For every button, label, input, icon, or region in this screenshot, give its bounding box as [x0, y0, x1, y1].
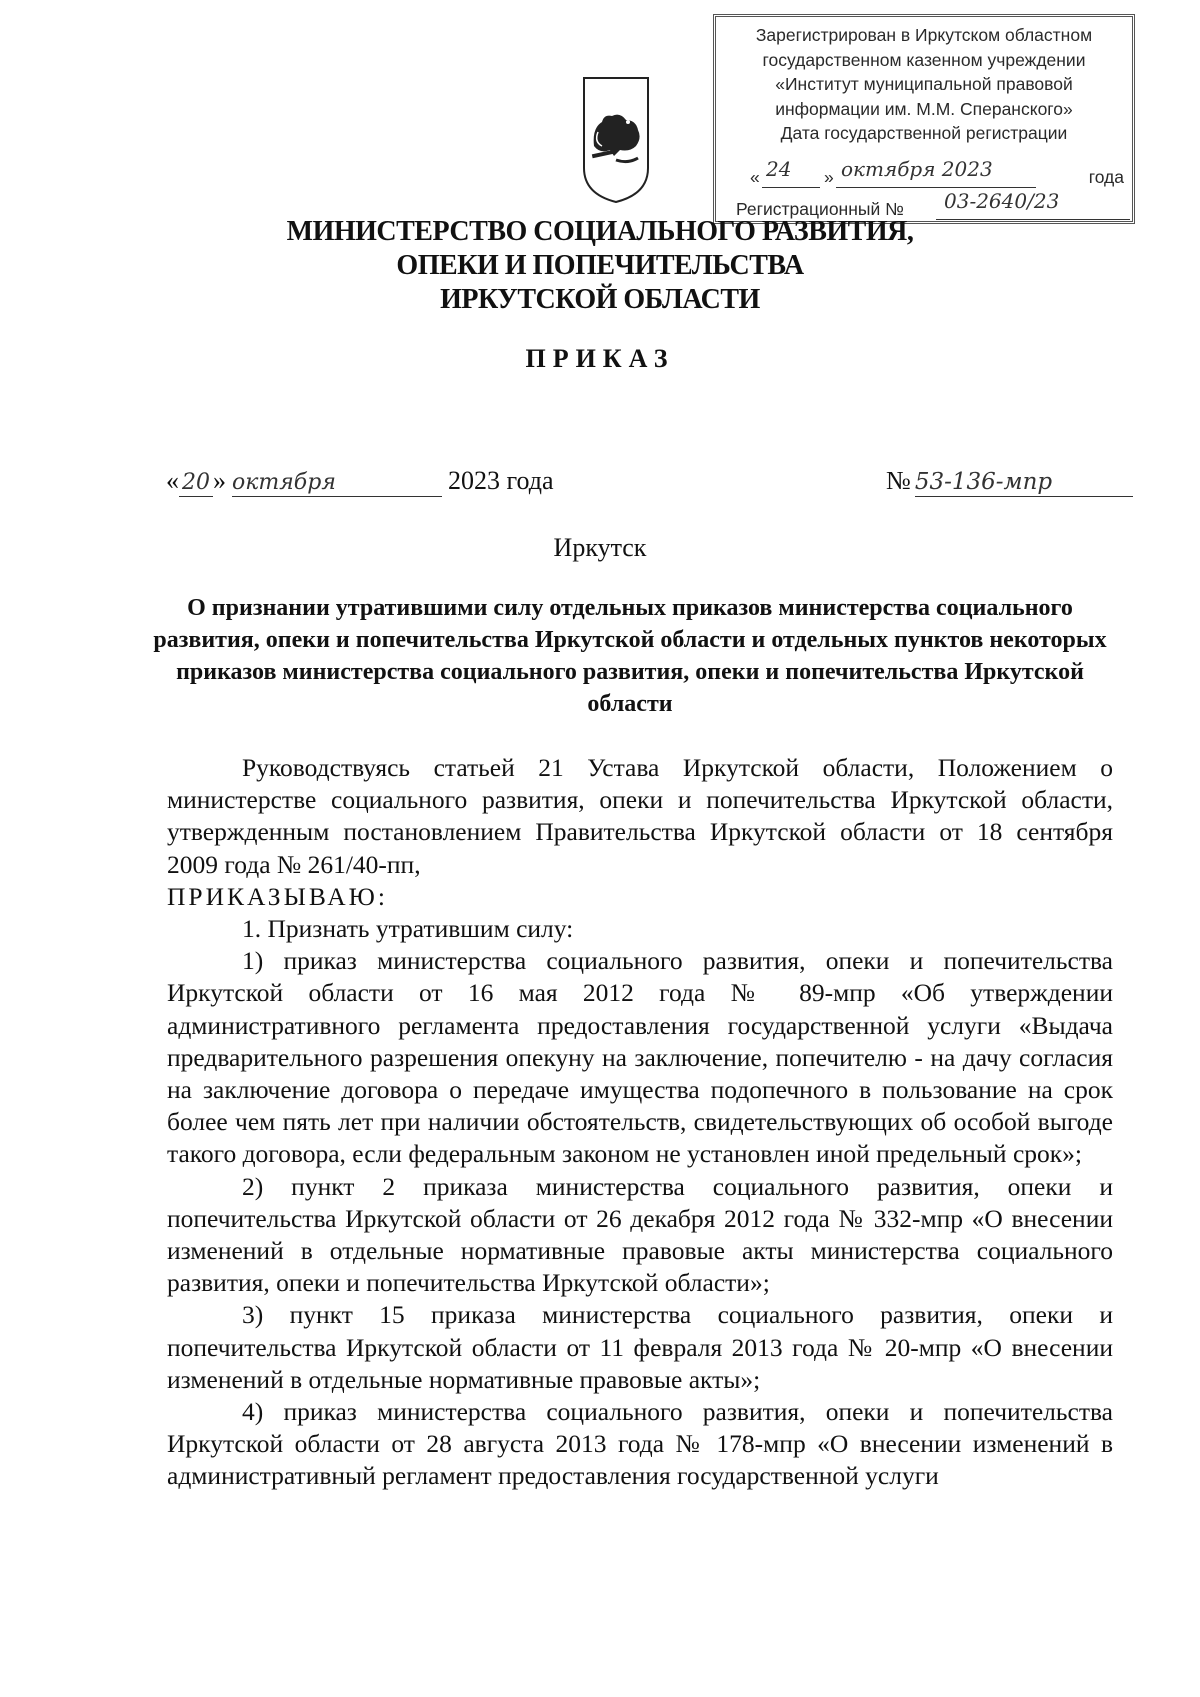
stamp-day-underline [762, 187, 820, 188]
ministry-title-line-3: ИРКУТСКОЙ ОБЛАСТИ [440, 284, 760, 315]
sub-item-1: 1) приказ министерства социального развития, опеки и попечительства Иркутской области от 16 мая 2012 года № 89-мпр «Об утверждении административного регламента предоставления государственной услуги «Выдача предварительного разрешения опекуну на заключение, попечителю - на дачу согласия на заключение договора о передаче имущества подопечного в пользование на срок более чем пять лет при наличии обстоятельств, свидетельствующих об особой выгоде такого договора, если федеральным законом не установлен иной предельный срок»; [167, 946, 1113, 1169]
order-number [886, 466, 1133, 497]
stamp-line-4: информации им. М.М. Сперанского» [775, 98, 1073, 119]
stamp-open-quote: « [750, 167, 760, 187]
date-year: 2023 года [448, 466, 554, 495]
orders-keyword: ПРИКАЗЫВАЮ: [167, 881, 388, 911]
ministry-title-line-2: ОПЕКИ И ПОПЕЧИТЕЛЬСТВА [396, 250, 804, 281]
sub-item-2: 2) пункт 2 приказа министерства социального развития, опеки и попечительства Иркутской области от 26 декабря 2012 года № 332-мпр «О внесении изменений в отдельные нормативные правовые акты министерства социального развития, опеки и попечительства Иркутской области»; [167, 1171, 1113, 1298]
document-type-title: ПРИКАЗ [525, 344, 675, 373]
stamp-line-3: «Институт муниципальной правовой [775, 74, 1073, 94]
sub-item-4: 4) приказ министерства социального развития, опеки и попечительства Иркутской области от 28 августа 2013 года № 178-мпр «О внесении изменений в административный регламент предоставления государственной услуги [167, 1397, 1113, 1491]
stamp-line-1: Зарегистрирован в Иркутском областном [755, 25, 1093, 45]
document-body [167, 752, 1113, 1493]
stamp-year-word: года [1088, 167, 1124, 187]
ministry-title-line-1: МИНИСТЕРСТВО СОЦИАЛЬНОГО РАЗВИТИЯ, [286, 216, 914, 247]
stamp-day-handwritten: 24 [766, 157, 792, 181]
stamp-month-underline [836, 187, 1036, 188]
stamp-reg-number-handwritten: 03-2640/23 [944, 189, 1060, 213]
date-open-quote: « [166, 466, 179, 495]
stamp-line-2: государственном казенном учреждении [762, 49, 1086, 70]
registration-stamp [713, 14, 1135, 224]
date-day-handwritten: 20 [182, 470, 210, 495]
stamp-line-5: Дата государственной регистрации [780, 123, 1068, 143]
date-month-handwritten: октября [232, 470, 336, 495]
date-close-quote: » [213, 466, 226, 495]
order-date [166, 466, 554, 497]
stamp-month-handwritten: октября 2023 [841, 157, 993, 181]
stamp-reg-label: Регистрационный № [736, 199, 904, 219]
number-label: № [886, 466, 911, 495]
sub-item-3: 3) пункт 15 приказа министерства социального развития, опеки и попечительства Иркутской области от 11 февраля 2013 года № 20-мпр «О внесении изменений в отдельные нормативные правовые акты»; [167, 1300, 1113, 1394]
number-handwritten: 53-136-мпр [914, 469, 1053, 495]
stamp-date-row [736, 157, 1124, 190]
preamble-paragraph: Руководствуясь статьей 21 Устава Иркутской области, Положением о министерстве социального развития, опеки и попечительства Иркутской области, утвержденным постановлением Правительства Иркутской области от 18 сентября 2009 года № 261/40-пп, [167, 753, 1113, 879]
city-name: Иркутск [553, 533, 647, 562]
coat-of-arms-icon [580, 76, 652, 204]
item-1: 1. Признать утратившим силу: [242, 914, 574, 944]
order-subject-heading: О признании утратившими силу отдельных приказов министерства социального развития, опеки и попечительства Иркутской области и отдельных пунктов некоторых приказов министерства социального развития, опеки и попечительства Иркутской области [153, 595, 1107, 717]
stamp-close-quote: » [824, 167, 834, 187]
